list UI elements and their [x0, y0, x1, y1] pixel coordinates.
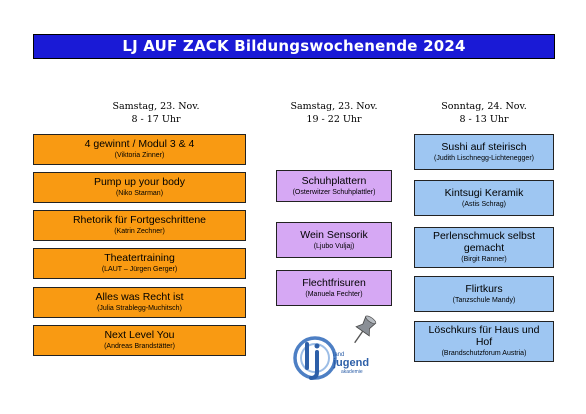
course-instructor: (Birgit Ranner): [461, 256, 507, 263]
course-card: [33, 248, 246, 279]
page-title: LJ AUF ZACK Bildungswochenende 2024: [33, 34, 555, 59]
course-title: Sushi auf steirisch: [441, 140, 527, 153]
course-instructor: (Brandschutzforum Austria): [441, 350, 527, 357]
column-day: Samstag, 23. Nov.: [112, 101, 200, 112]
course-instructor: (Katrin Zechner): [114, 228, 165, 235]
course-title: Flirtkurs: [465, 282, 503, 295]
column-time: 8 - 17 Uhr: [131, 114, 181, 125]
course-title: Alles was Recht ist: [95, 291, 184, 303]
lj-logo-with-pushpin-icon: [293, 314, 385, 384]
course-card: [414, 227, 554, 268]
course-title: Wein Sensorik: [300, 228, 368, 241]
column-day: Sonntag, 24. Nov.: [441, 101, 527, 112]
column-header-saturday-evening: [276, 100, 392, 126]
course-instructor: (Judith Lischnegg-Lichtenegger): [433, 154, 534, 162]
course-instructor: (Viktoria Zinner): [114, 152, 165, 159]
course-instructor: (Astis Schrag): [462, 200, 506, 208]
course-card: [414, 276, 554, 312]
course-instructor: (Andreas Brandstätter): [104, 343, 175, 350]
course-title: Flechtfrisuren: [302, 276, 366, 289]
course-instructor: (Ljubo Vuljaj): [313, 242, 355, 250]
course-instructor: (Tanzschule Mandy): [452, 296, 516, 304]
course-card: [33, 287, 246, 318]
course-title: Löschkurs für Haus und Hof: [428, 324, 540, 348]
course-card: [414, 180, 554, 216]
logo-text-land: land: [333, 352, 345, 358]
course-title: Perlenschmuck selbst gemacht: [432, 230, 536, 254]
course-instructor: (LAUT – Jürgen Gerger): [101, 266, 178, 273]
course-instructor: (Niko Starman): [115, 190, 164, 197]
column-header-saturday-day: [96, 100, 216, 126]
course-card: [276, 270, 392, 306]
course-instructor: (Manuela Fechter): [305, 290, 363, 298]
column-header-sunday: [414, 100, 554, 126]
course-instructor: (Osterwitzer Schuhplattler): [292, 188, 376, 196]
logo-text-jugend: jugend: [333, 357, 370, 369]
course-card: [33, 172, 246, 203]
course-title: Pump up your body: [93, 176, 186, 188]
course-title: 4 gewinnt / Modul 3 & 4: [84, 138, 195, 150]
course-title: Rhetorik für Fortgeschrittene: [72, 214, 207, 226]
course-card: [414, 321, 554, 362]
course-card: [33, 134, 246, 165]
column-time: 19 - 22 Uhr: [306, 114, 362, 125]
course-title: Next Level You: [104, 329, 175, 341]
course-title: Kintsugi Keramik: [444, 186, 524, 199]
course-card: [276, 222, 392, 258]
course-title: Theatertraining: [104, 252, 175, 264]
course-instructor: (Julia Strablegg-Muchitsch): [97, 305, 182, 312]
course-card: [33, 210, 246, 241]
column-time: 8 - 13 Uhr: [459, 114, 509, 125]
course-card: [276, 170, 392, 202]
course-card: [33, 325, 246, 356]
course-title: Schuhplattern: [301, 174, 367, 187]
column-day: Samstag, 23. Nov.: [290, 101, 378, 112]
logo-text-akademie: akademie: [341, 369, 363, 375]
course-card: [414, 134, 554, 170]
